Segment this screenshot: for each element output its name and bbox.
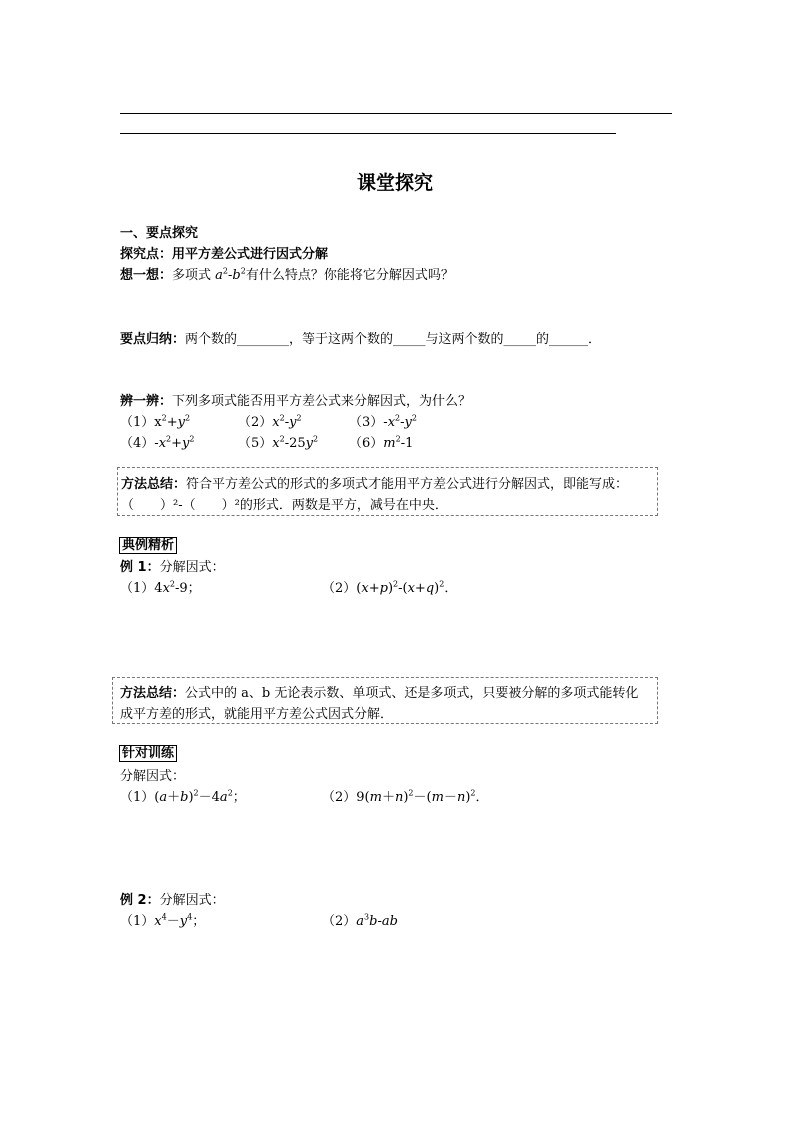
think-pre: 多项式 [172, 268, 216, 283]
think-expr-a: a [215, 268, 223, 283]
ex1-label: 例 1： [120, 560, 160, 575]
think-expr-b: b [232, 268, 241, 283]
training-problem-1: $(1)(a+b)^2-4a^2$； [120, 788, 246, 805]
training-problem-2: $(2)9(m+n)^2-(m-n)^2$． [322, 788, 489, 805]
method2-line2: 成平方差的形式，就能用平方差公式因式分解． [120, 707, 394, 722]
judge-label: 辨一辨： [120, 394, 173, 409]
think-label: 想一想： [120, 268, 173, 283]
ex2-label: 例 2： [120, 893, 160, 908]
method1-line1: 方法总结：符合平方差公式的形式的多项式才能用平方差公式进行分解因式，即能写成： [121, 477, 629, 492]
method1-line2: （ ）²-（ ）²的形式．两数是平方，减号在中央． [121, 498, 448, 513]
method2-label: 方法总结： [120, 686, 186, 701]
judge-item-1: $(1)x^2+y^2$ [120, 413, 191, 430]
training-instruction: 分解因式： [120, 769, 186, 784]
judge-item-2: $(2)x^2-y^2$ [238, 413, 302, 430]
example1-line: 例 1：分解因式： [120, 560, 225, 575]
ex1-problem-1: $(1)4x^2-9$； [120, 579, 201, 596]
explore-point: 探究点：用平方差公式进行因式分解 [120, 247, 329, 262]
example2-line: 例 2：分解因式： [120, 893, 225, 908]
judge-item-5: $(5)x^2-25y^2$ [238, 434, 319, 451]
judge-text: 下列多项式能否用平方差公式来分解因式，为什么？ [172, 394, 472, 409]
summary-text: 两个数的________，等于这两个数的_____与这两个数的_____的______． [185, 332, 602, 347]
training-heading: 针对训练 [119, 742, 177, 761]
ex2-problem-2: $(2)a^3b-ab$ [322, 912, 398, 929]
ex2-problem-1: $(1)x^4-y^4$； [120, 912, 206, 929]
header-rule-second [120, 133, 616, 134]
summary-label: 要点归纳： [120, 332, 186, 347]
judge-item-4: $(4)-x^2+y^2$ [120, 434, 195, 451]
section-heading: 一、要点探究 [120, 226, 199, 241]
page-title: 课堂探究 [357, 172, 434, 194]
think-line: 想一想：多项式 $a^2-b^2$有什么特点？你能将它分解因式吗？ [120, 266, 454, 283]
method2-line1: 方法总结：公式中的 a、b 无论表示数、单项式、还是多项式，只要被分解的多项式能转化 [120, 686, 639, 701]
typical-heading: 典例精析 [119, 534, 177, 553]
ex1-problem-2: $(2)(x+p)^2-(x+q)^2$． [322, 579, 458, 596]
judge-item-3: $(3)-x^2-y^2$ [349, 413, 417, 430]
header-rule-top [120, 113, 672, 114]
think-post: 有什么特点？你能将它分解因式吗？ [245, 268, 454, 283]
summary-line [120, 328, 601, 347]
judge-line [120, 390, 471, 409]
judge-item-6: $(6)m^2-1$ [349, 434, 414, 451]
method1-label: 方法总结： [121, 477, 187, 492]
